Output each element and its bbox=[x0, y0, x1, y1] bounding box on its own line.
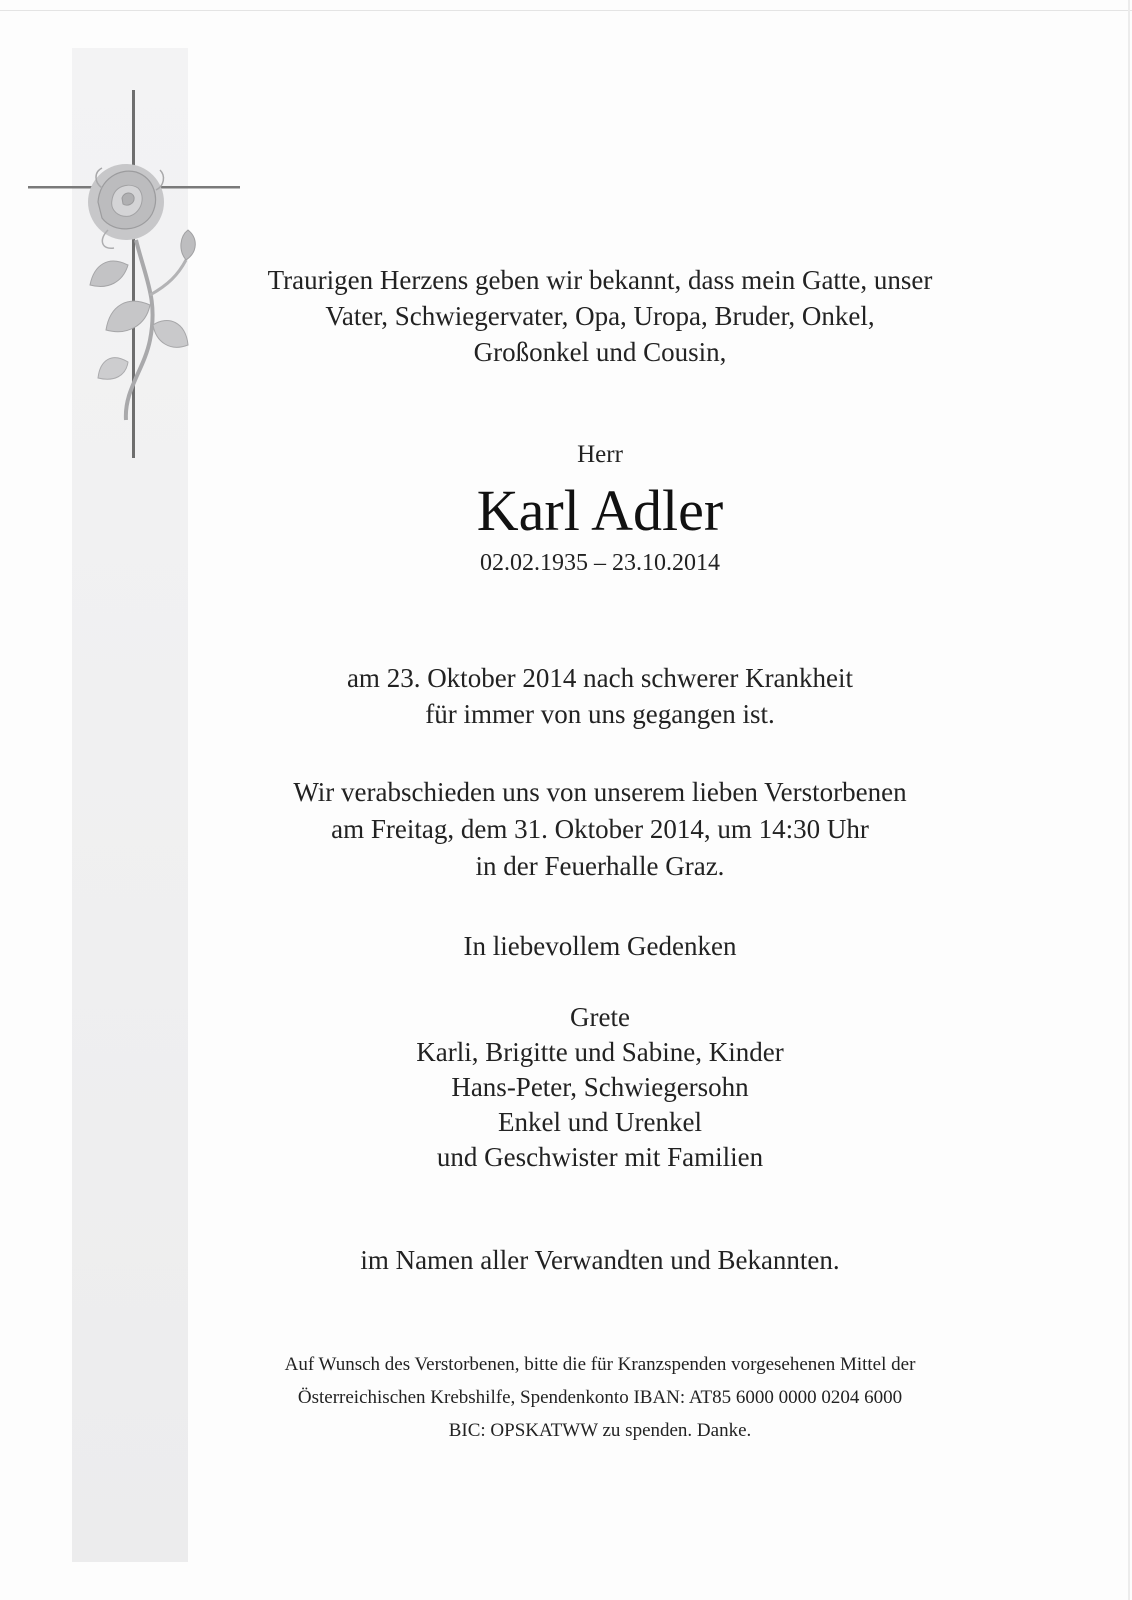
mourners-list bbox=[200, 1000, 1000, 1175]
intro-line: Vater, Schwiegervater, Opa, Uropa, Bruder, Onkel, bbox=[325, 301, 875, 331]
farewell-line: am Freitag, dem 31. Oktober 2014, um 14:30 Uhr bbox=[331, 814, 869, 844]
donation-line: BIC: OPSKATWW zu spenden. Danke. bbox=[448, 1420, 752, 1441]
farewell-line: in der Feuerhalle Graz. bbox=[475, 851, 725, 881]
memory-line: In liebevollem Gedenken bbox=[463, 931, 737, 961]
intro-line: Traurigen Herzens geben wir bekannt, dass mein Gatte, unser bbox=[267, 265, 933, 295]
donation-note bbox=[200, 1348, 1000, 1447]
closing-line: im Namen aller Verwandten und Bekannten. bbox=[360, 1245, 840, 1275]
donation-line: Österreichischen Krebshilfe, Spendenkonto IBAN: AT85 6000 0000 0204 6000 bbox=[297, 1387, 903, 1408]
passing-statement bbox=[200, 660, 1000, 732]
page-edge-right bbox=[1128, 0, 1130, 1600]
announcement-intro bbox=[200, 262, 1000, 370]
deceased-name: Karl Adler bbox=[476, 478, 724, 543]
farewell-details bbox=[200, 774, 1000, 885]
farewell-line: Wir verabschieden uns von unserem lieben Verstorbenen bbox=[293, 777, 907, 807]
salutation: Herr bbox=[577, 441, 623, 468]
mourner-item: Karli, Brigitte und Sabine, Kinder bbox=[416, 1037, 784, 1067]
passing-line: für immer von uns gegangen ist. bbox=[425, 699, 775, 729]
mourner-item: und Geschwister mit Familien bbox=[436, 1142, 764, 1172]
passing-line: am 23. Oktober 2014 nach schwerer Krankheit bbox=[346, 663, 854, 693]
mourner-item: Grete bbox=[570, 1002, 630, 1032]
life-dates: 02.02.1935 – 23.10.2014 bbox=[480, 550, 720, 576]
donation-line: Auf Wunsch des Verstorbenen, bitte die für Kranzspenden vorgesehenen Mittel der bbox=[284, 1354, 916, 1375]
page-edge bbox=[0, 10, 1132, 11]
mourner-item: Hans-Peter, Schwiegersohn bbox=[451, 1072, 749, 1102]
intro-line: Großonkel und Cousin, bbox=[473, 337, 727, 367]
mourner-item: Enkel und Urenkel bbox=[498, 1107, 702, 1137]
